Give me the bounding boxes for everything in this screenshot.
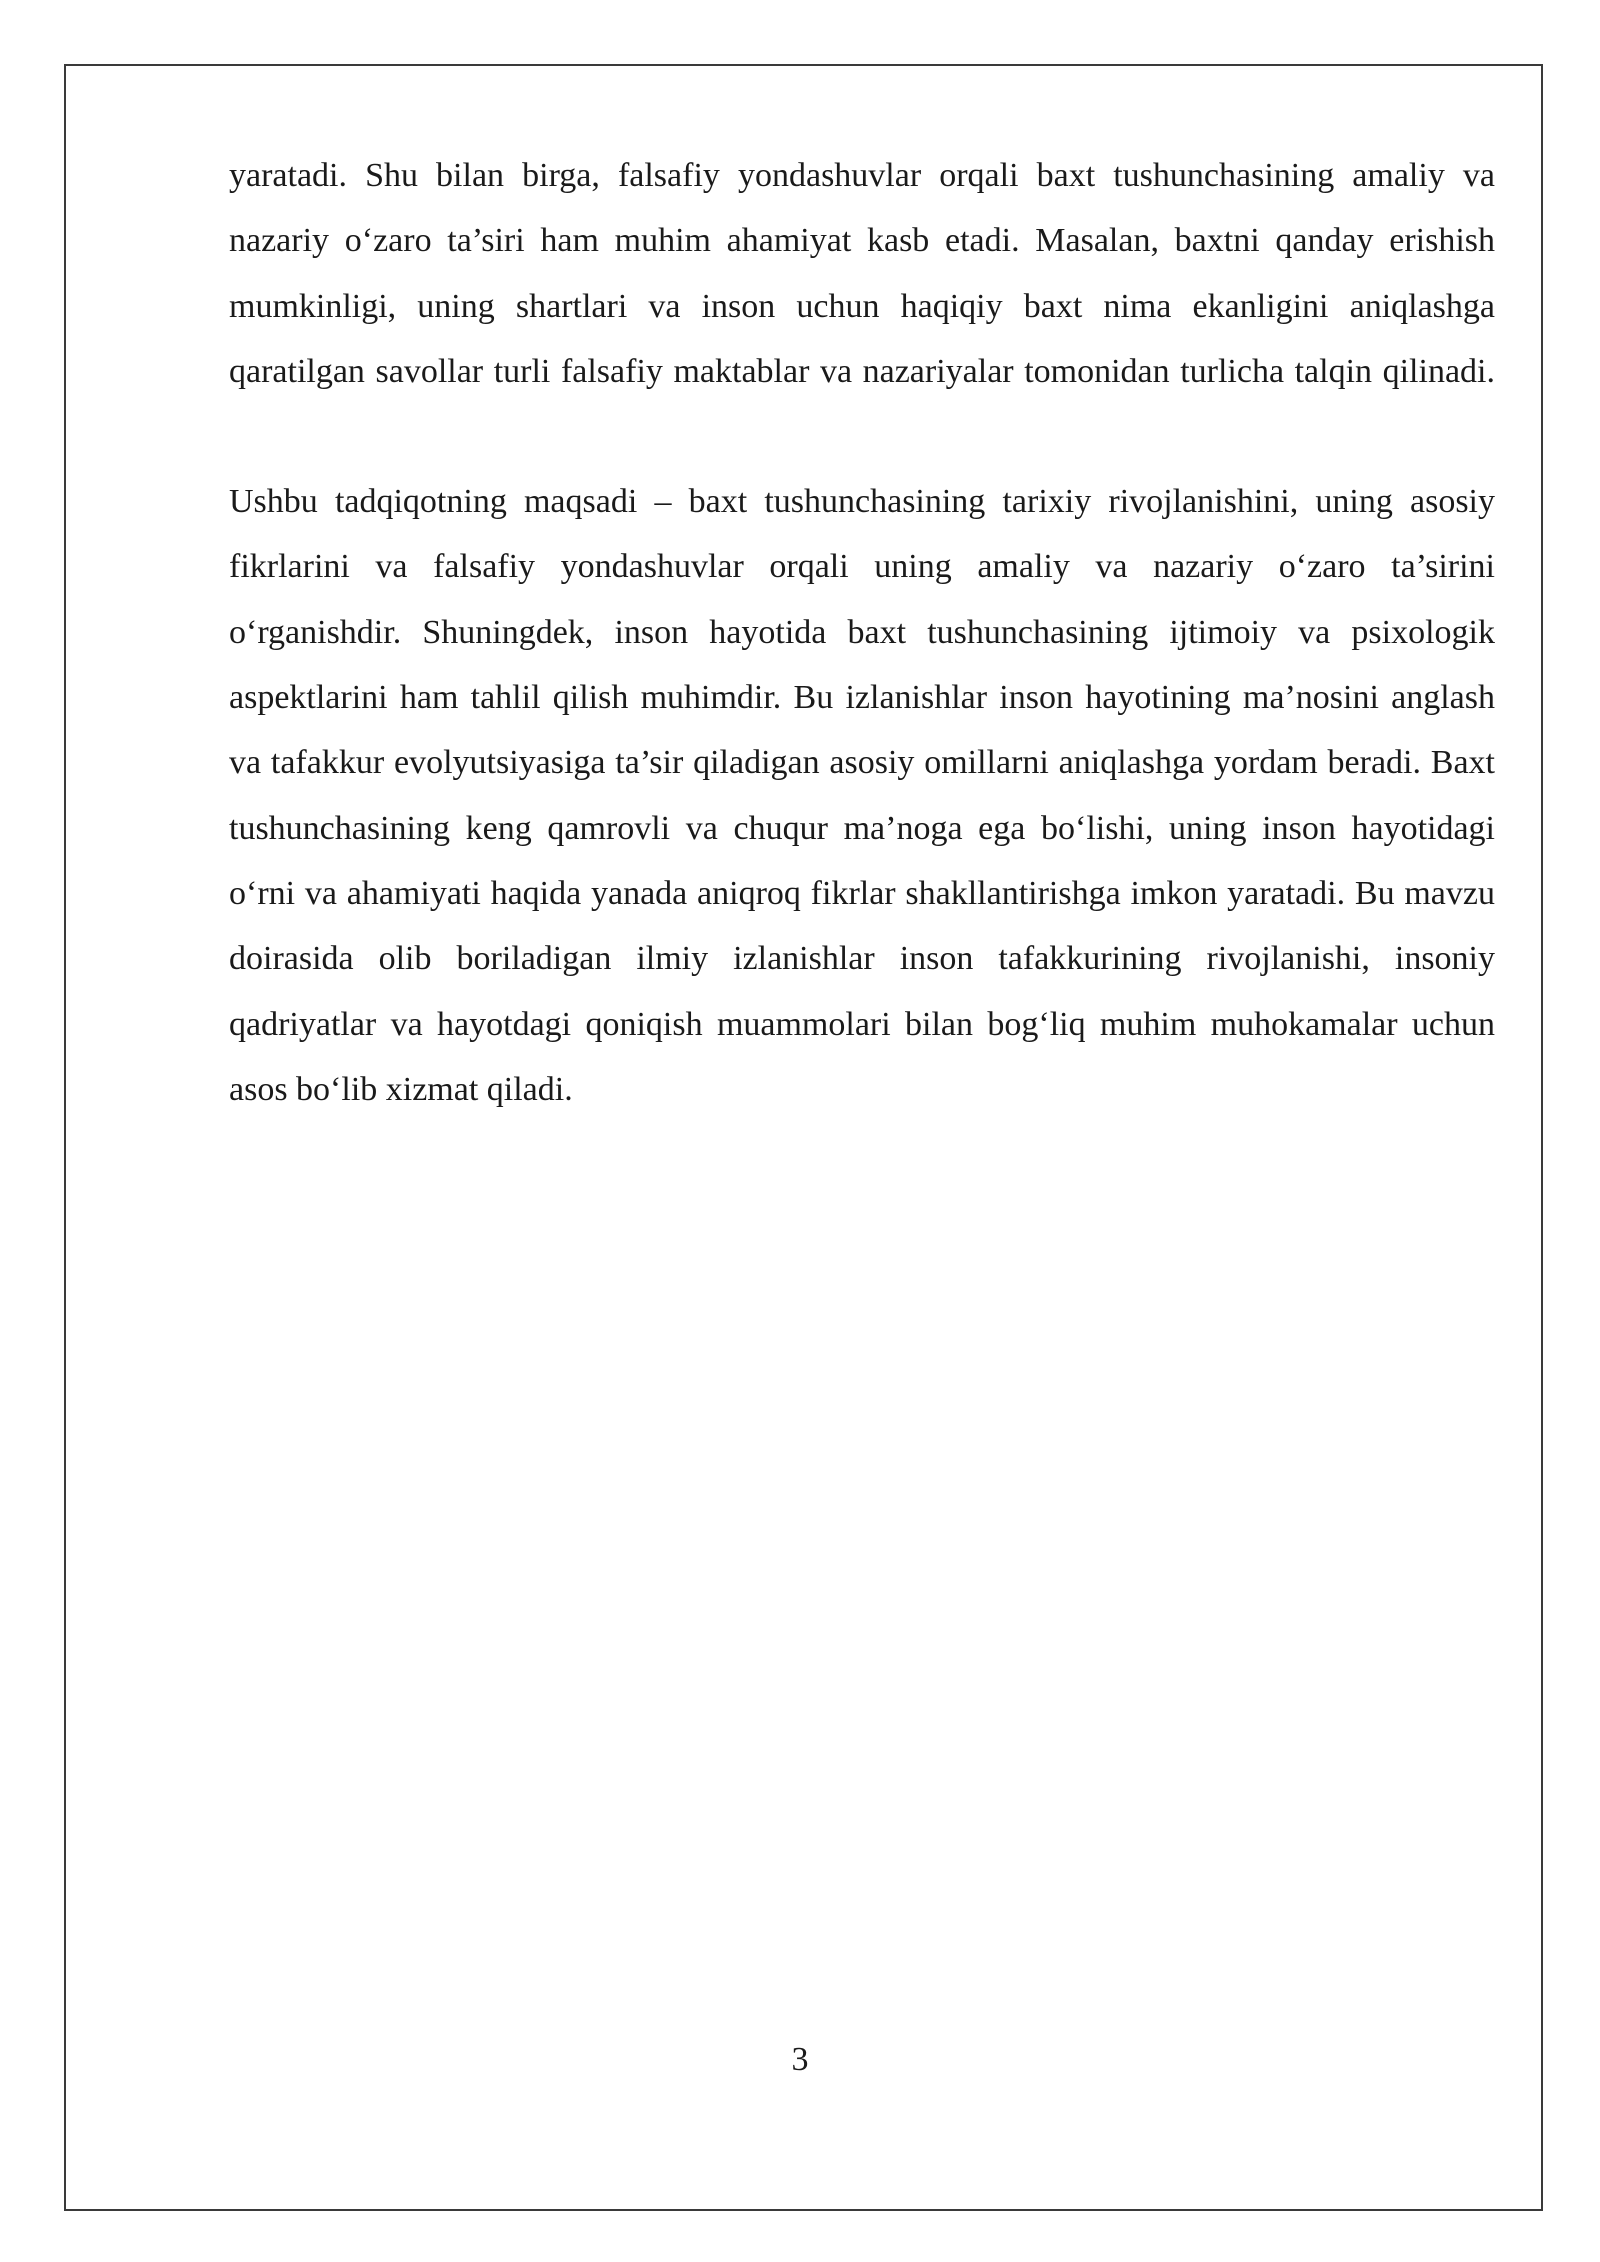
paragraph-spacer bbox=[229, 404, 1495, 469]
document-body bbox=[229, 143, 1495, 1122]
paragraph-1: yaratadi. Shu bilan birga, falsafiy yondashuvlar orqali baxt tushunchasining amaliy va nazariy o‘zaro ta’siri ham muhim ahamiyat kasb etadi. Masalan, baxtni qanday erishish mumkinligi, uning shartlari va inson uchun haqiqiy baxt nima ekanligini aniqlashga qaratilgan savollar turli falsafiy maktablar va nazariyalar tomonidan turlicha talqin qilinadi. bbox=[229, 157, 1495, 390]
page-number: 3 bbox=[791, 2041, 809, 2078]
paragraph-2: Ushbu tadqiqotning maqsadi – baxt tushunchasining tarixiy rivojlanishini, uning asosiy fikrlarini va falsafiy yondashuvlar orqali uning amaliy va nazariy o‘zaro ta’sirini o‘rganishdir. Shuningdek, inson hayotida baxt tushunchasining ijtimoiy va psixologik aspektlarini ham tahlil qilish muhimdir. Bu izlanishlar inson hayotining ma’nosini anglash va tafakkur evolyutsiyasiga ta’sir qiladigan asosiy omillarni aniqlashga yordam beradi. Baxt tushunchasining keng qamrovli va chuqur ma’noga ega bo‘lishi, uning inson hayotidagi o‘rni va ahamiyati haqida yanada aniqroq fikrlar shakllantirishga imkon yaratadi. Bu mavzu doirasida olib boriladigan ilmiy izlanishlar inson tafakkurining rivojlanishi, insoniy qadriyatlar va hayotdagi qoniqish muammolari bilan bog‘liq muhim muhokamalar uchun asos bo‘lib xizmat qiladi. bbox=[229, 483, 1495, 1108]
